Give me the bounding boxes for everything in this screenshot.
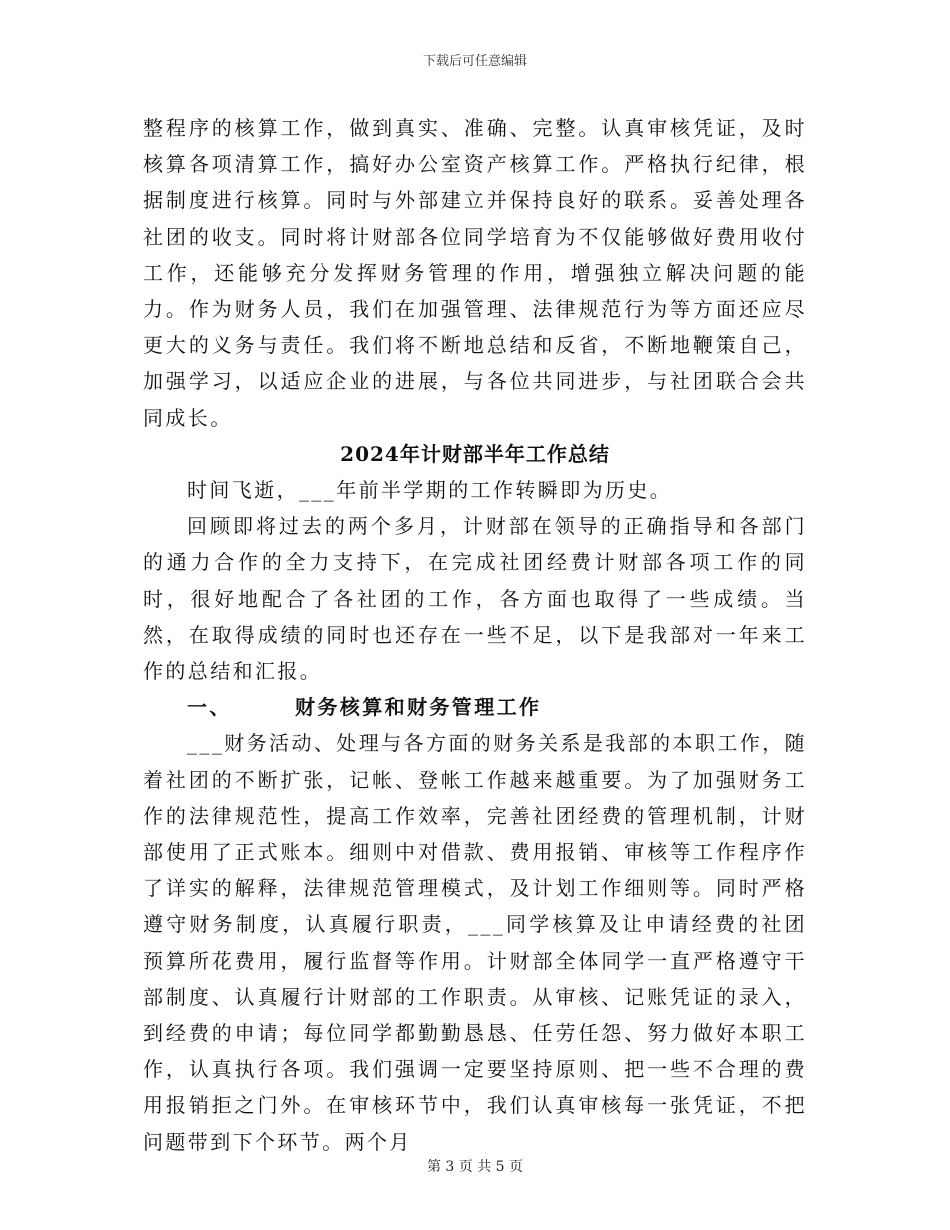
section-heading (143, 689, 807, 725)
section-number: 一、 (187, 695, 232, 720)
paragraph-continued: 整程序的核算工作，做到真实、准确、完整。认真审核凭证，及时核算各项清算工作，搞好办公室资产核算工作。严格执行纪律，根据制度进行核算。同时与外部建立并保持良好的联系。妥善处理各社团的收支。同时将计财部各位同学培育为不仅能够做好费用收付工作，还能够充分发挥财务管理的作用，增强独立解决问题的能力。作为财务人员，我们在加强管理、法律规范行为等方面还应尽更大的义务与责任。我们将不断地总结和反省，不断地鞭策自己，加强学习，以适应企业的进展，与各位共同进步，与社团联合会共同成长。 (143, 116, 807, 430)
page-footer: 第 3 页 共 5 页 (426, 1159, 524, 1175)
page-header: 下载后可任意编辑 (422, 54, 527, 69)
paragraph-intro: 时间飞逝，___年前半学期的工作转瞬即为历史。 (187, 478, 673, 503)
paragraph-finance: ___财务活动、处理与各方面的财务关系是我部的本职工作，随着社团的不断扩张，记帐、登帐工作越来越重要。为了加强财务工作的法律规范性，提高工作效率，完善社团经费的管理机制，计财部使用了正式账本。细则中对借款、费用报销、审核等工作程序作了详实的解释，法律规范管理模式，及计划工作细则等。同时严格遵守财务制度，认真履行职责，___同学核算及让申请经费的社团预算所花费用，履行监督等作用。计财部全体同学一直严格遵守干部制度、认真履行计财部的工作职责。从审核、记账凭证的录入，到经费的申请；每位同学都勤勤恳恳、任劳任怨、努力做好本职工作，认真执行各项。我们强调一定要坚持原则、把一些不合理的费用报销拒之门外。在审核环节中，我们认真审核每一张凭证，不把问题带到下个环节。两个月 (143, 731, 807, 1154)
document-title: 2024年计财部半年工作总结 (340, 441, 610, 466)
paragraph-review: 回顾即将过去的两个多月，计财部在领导的正确指导和各部门的通力合作的全力支持下，在完成社团经费计财部各项工作的同时，很好地配合了各社团的工作，各方面也取得了一些成绩。当然，在取得成绩的同时也还存在一些不足，以下是我部对一年来工作的总结和汇报。 (143, 514, 807, 684)
section-title: 财务核算和财务管理工作 (295, 695, 542, 720)
document-body (143, 110, 807, 1160)
